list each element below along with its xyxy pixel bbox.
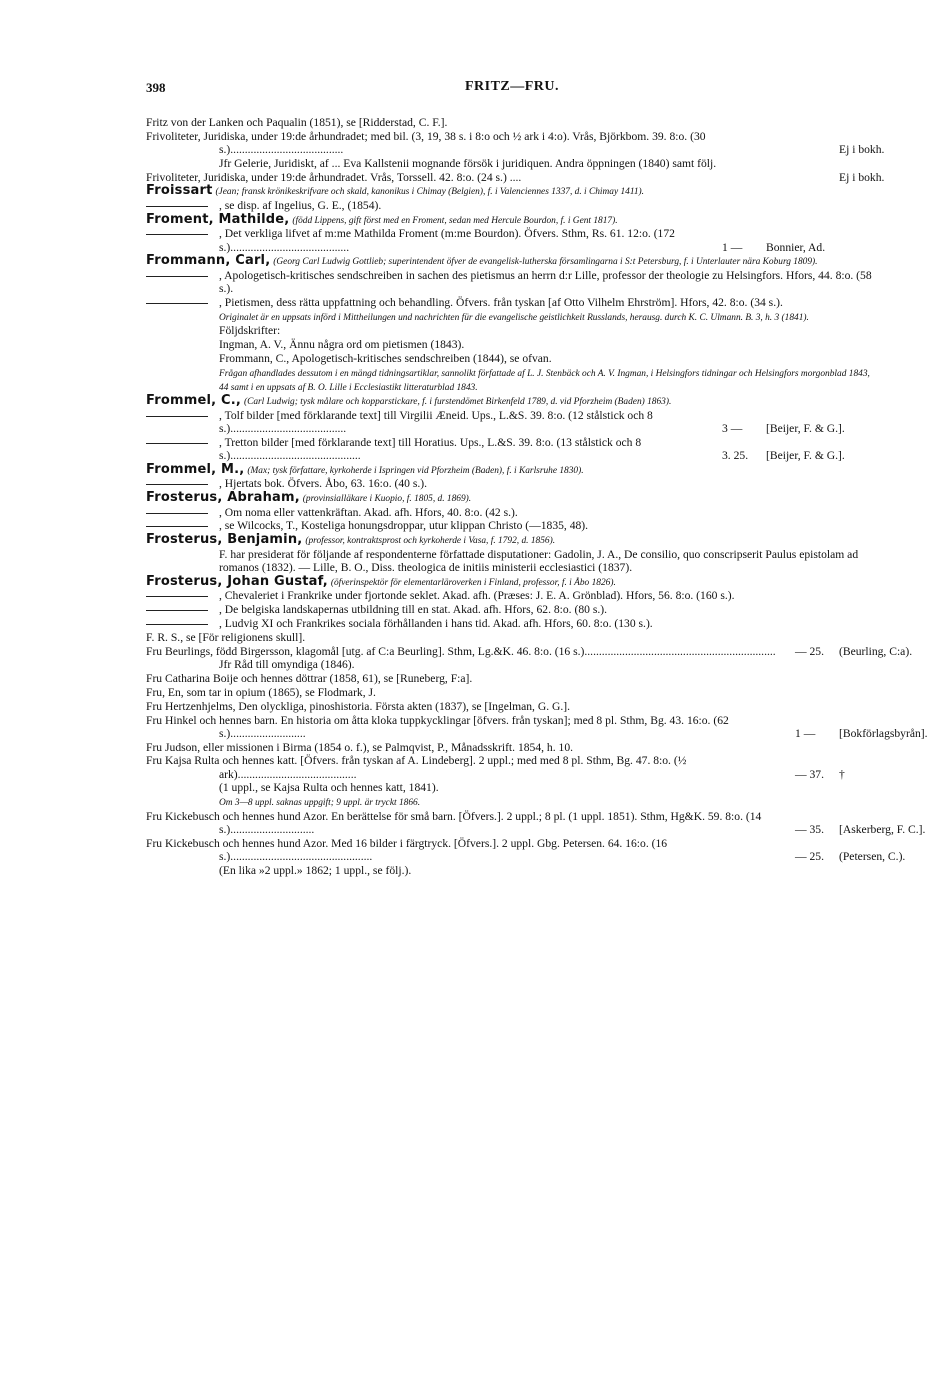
entry-price: 1 — xyxy=(722,240,743,254)
author-bio: (Jean; fransk krönikeskrifvare och skald, kanonikus i Chimay (Belgien), f. i Valenciennes 1337, d. i Chimay 1411). xyxy=(215,187,644,198)
ditto-dash xyxy=(146,526,208,527)
entry-row xyxy=(146,809,926,837)
author-bio: (provinsialläkare i Kuopio, f. 1805, d. 1869). xyxy=(302,494,472,505)
entry-price: — 35. xyxy=(795,823,824,837)
entry-price: — 25. xyxy=(795,850,824,864)
entry-text: Jfr Gelerie, Juridiskt, af ... Eva Kallstenii mognande försök i juridiquen. Andra öppningen (1840) samt följ. xyxy=(219,156,717,170)
entry-note xyxy=(146,338,878,351)
author-heading xyxy=(146,184,878,198)
entry-note xyxy=(146,864,878,877)
entry-seller: [Bokförlagsbyrån]. xyxy=(839,726,928,740)
entry-price: — 37. xyxy=(795,767,824,781)
entry-text: Originalet är en uppsats införd i Mittheilungen und nachrichten für die evangelische geistlichkeit Russlands, herausg. durch K. C. Ulmann. B. 3, h. 3 (1841). xyxy=(219,312,809,323)
entry-text: Fru, En, som tar in opium (1865), se Flodmark, J. xyxy=(146,685,376,699)
author-heading xyxy=(146,213,878,227)
priced-entry xyxy=(146,170,885,184)
entry-text: Fru Beurlings, född Birgersson, klagomål [utg. af C:a Beurling]. Sthm, Lg.&K. 46. 8:o. (16 s.).................................................................. xyxy=(146,644,776,658)
ditto-dash xyxy=(146,624,208,625)
sub-entry xyxy=(146,506,878,519)
entry-seller: [Beijer, F. & G.]. xyxy=(766,421,845,435)
entry-body xyxy=(146,171,791,184)
entry-seller: (Petersen, C.). xyxy=(839,850,906,864)
author-name: Froment, Mathilde, xyxy=(146,211,290,227)
entry-price: 3 — xyxy=(722,421,743,435)
author-heading xyxy=(146,491,878,505)
catalog-entry xyxy=(146,631,878,644)
entry-text: Följdskrifter: xyxy=(219,324,281,338)
author-heading xyxy=(146,533,878,547)
entry-seller: Ej i bokh. xyxy=(839,170,885,184)
sub-entry xyxy=(146,296,878,309)
entry-text: , Apologetisch-kritisches sendschreiben in sachen des pietismus an herrn d:r Lille, professor der theologie zu Helsingfors. Hfors, 44. 8:o. (58 s.). xyxy=(219,268,872,296)
priced-entry xyxy=(146,436,878,463)
entry-text: , Om noma eller vattenkräftan. Akad. afh. Hfors, 40. 8:o. (42 s.). xyxy=(219,505,518,519)
running-head: FRITZ—FRU. xyxy=(464,79,560,94)
author-bio: (Max; tysk författare, kyrkoherde i Ispringen vid Pforzheim (Baden), f. i Karlsruhe 1830). xyxy=(247,465,584,476)
catalog-entry xyxy=(146,741,878,754)
priced-entry xyxy=(146,227,878,254)
entry-text: Jfr Råd till omyndiga (1846). xyxy=(219,658,355,672)
entry-body xyxy=(146,810,791,837)
author-bio: (professor, kontraktsprost och kyrkoherde i Vasa, f. 1792, d. 1856). xyxy=(305,536,556,547)
entry-note xyxy=(146,658,878,671)
entry-text: F. har presiderat för följande af respondenterne författade disputationer: Gadolin, J. A., De consilio, quo conscripserit Paulus epistolam ad romanos (1832). — Lille, B. O., Diss. theologica de initiis ministerii ecclesiastici (1837). xyxy=(219,547,859,575)
catalog-entry xyxy=(146,672,878,685)
author-name: Frosterus, Benjamin, xyxy=(146,532,303,548)
entry-text: Fru Kickebusch och hennes hund Azor. Med 16 bilder i färgtryck. [Öfvers.]. 2 uppl. Gbg. Petersen. 64. 16:o. (16 s.)................................................. xyxy=(146,836,668,864)
entry-note xyxy=(146,781,878,794)
entry-price: 3. 25. xyxy=(722,449,749,463)
entry-row xyxy=(146,170,885,184)
entry-seller: Ej i bokh. xyxy=(839,143,885,157)
ditto-dash xyxy=(146,303,208,304)
priced-entry xyxy=(146,644,913,658)
entry-text: , Hjertats bok. Öfvers. Åbo, 63. 16:o. (40 s.). xyxy=(219,477,428,491)
entry-text: , De belgiska landskapernas utbildning till en stat. Akad. afh. Hfors, 62. 8:o. (80 s.). xyxy=(219,603,607,617)
ditto-dash xyxy=(146,610,208,611)
sub-entry xyxy=(146,269,878,296)
entry-row xyxy=(146,836,906,864)
entry-seller: [Beijer, F. & G.]. xyxy=(766,449,845,463)
entry-text: F. R. S., se [För religionens skull]. xyxy=(146,630,306,644)
ditto-dash xyxy=(146,484,208,485)
entry-text: , Tretton bilder [med förklarande text] till Horatius. Ups., L.&S. 39. 8:o. (13 stålstick och 8 s.)............................................. xyxy=(219,435,642,463)
entry-text: Om 3—8 uppl. saknas uppgift; 9 uppl. är tryckt 1866. xyxy=(219,798,421,809)
ditto-dash xyxy=(146,416,208,417)
entry-row xyxy=(219,409,878,436)
author-heading xyxy=(146,575,878,589)
entry-text: (1 uppl., se Kajsa Rulta och hennes katt, 1841). xyxy=(219,781,439,795)
entry-body xyxy=(146,645,791,658)
author-name: Frommel, M., xyxy=(146,461,245,477)
author-name: Frosterus, Abraham, xyxy=(146,490,300,506)
author-bio: (öfverinspektör för elementarläroverken i Finland, professor, f. i Åbo 1826). xyxy=(330,577,616,588)
catalog-entry xyxy=(146,686,878,699)
priced-entry xyxy=(146,713,928,741)
sub-entry xyxy=(146,603,878,616)
sub-entry xyxy=(146,477,878,490)
entry-text: Fru Kajsa Rulta och hennes katt. [Öfvers. från tyskan af A. Lindeberg]. 2 uppl.; med med 8 pl. Sthm, Bg. 47. 8:o. (½ ark)......................................... xyxy=(146,754,687,781)
entry-price: — 25. xyxy=(795,644,824,658)
author-bio: (född Lippens, gift först med en Froment, sedan med Hercule Bourdon, f. i Gent 1817). xyxy=(292,215,618,226)
entry-seller: [Askerberg, F. C.]. xyxy=(839,823,926,837)
entry-text: Frivoliteter, Juridiska, under 19:de århundradet. Vrås, Torssell. 42. 8:o. (24 s.) .... xyxy=(146,170,522,184)
entry-body xyxy=(146,754,791,781)
entry-note xyxy=(146,324,878,337)
entry-text: Frågan afhandlades dessutom i en mängd tidningsartiklar, sannolikt författade af L. J. Stenbäck och A. V. Ingman, i Helsingfors tidningar och Helsingfors morgonblad 1843, 44 samt i en uppsats af B. O. Lille i Ecclesiastikt litteraturblad 1843. xyxy=(219,368,870,393)
author-name: Frommel, C., xyxy=(146,393,242,409)
ditto-dash xyxy=(146,443,208,444)
sub-entry xyxy=(146,589,878,602)
entry-body xyxy=(146,714,791,741)
priced-entry xyxy=(146,836,906,864)
entry-row xyxy=(219,227,878,254)
priced-entry xyxy=(146,809,926,837)
priced-entry xyxy=(146,754,878,781)
catalog-entry xyxy=(146,700,878,713)
entry-note xyxy=(146,548,878,575)
entry-text: Frommann, C., Apologetisch-kritisches sendschreiben (1844), se ofvan. xyxy=(219,351,552,365)
entry-row xyxy=(219,436,878,463)
author-name: Frosterus, Johan Gustaf, xyxy=(146,573,328,589)
entry-seller: † xyxy=(839,767,845,781)
priced-entry xyxy=(146,409,878,436)
entry-footnote xyxy=(146,310,878,324)
entry-body xyxy=(219,409,718,436)
catalog-entries xyxy=(146,116,928,877)
ditto-dash xyxy=(146,234,208,235)
entry-text: Fritz von der Lanken och Paqualin (1851), se [Ridderstad, C. F.]. xyxy=(146,116,448,129)
entry-text: Fru Hinkel och hennes barn. En historia om åtta kloka tuppkycklingar [öfvers. från tyskan]; med 8 pl. Sthm, Bg. 43. 16:o. (62 s.).......................... xyxy=(146,713,729,740)
entry-text: Fru Kickebusch och hennes hund Azor. En berättelse för små barn. [Öfvers.]. 2 uppl.; 8 pl. (1 uppl. 1851). Sthm, Hg&K. 59. 8:o. (14 s.)............................. xyxy=(146,809,762,837)
ditto-dash xyxy=(146,513,208,514)
entry-row xyxy=(146,754,878,781)
entry-text: (En lika »2 uppl.» 1862; 1 uppl., se följ.). xyxy=(219,863,412,877)
ditto-dash xyxy=(146,206,208,207)
entry-body xyxy=(146,837,791,864)
author-heading xyxy=(146,463,878,477)
sub-entry xyxy=(146,199,878,212)
entry-row xyxy=(146,129,885,157)
entry-text: , Ludvig XI och Frankrikes sociala förhållanden i hans tid. Akad. afh. Hfors, 60. 8:o. (130 s.). xyxy=(219,616,653,630)
author-bio: (Georg Carl Ludwig Gottlieb; superintendent öfver de evangelisk-lutherska församlingarna i S:t Petersburg, f. i Unterlauter nära Koburg 1809). xyxy=(273,257,818,268)
entry-price: 1 — xyxy=(795,726,816,740)
entry-note xyxy=(146,352,878,365)
sub-entry xyxy=(146,617,878,630)
entry-text: , se Wilcocks, T., Kosteliga honungsdroppar, utur klippan Christo (—1835, 48). xyxy=(219,519,589,533)
entry-text: , Chevaleriet i Frankrike under fjortonde seklet. Akad. afh. (Præses: J. E. A. Grönblad). Hfors, 56. 8:o. (160 s.). xyxy=(219,589,735,603)
ditto-dash xyxy=(146,596,208,597)
entry-row xyxy=(146,644,913,658)
entry-text: Fru Catharina Boije och hennes döttrar (1858, 61), se [Runeberg, F:a]. xyxy=(146,672,473,686)
page-header xyxy=(146,80,878,100)
entry-text: Ingman, A. V., Ännu några ord om pietismen (1843). xyxy=(219,338,465,352)
entry-body xyxy=(146,130,791,157)
entry-text: , Pietismen, dess rätta uppfattning och behandling. Öfvers. från tyskan [af Otto Vilhelm Ehrström]. Hfors, 42. 8:o. (34 s.). xyxy=(219,295,783,309)
entry-body xyxy=(219,227,718,254)
entry-text: , Tolf bilder [med förklarande text] till Virgilii Æneid. Ups., L.&S. 39. 8:o. (12 stålstick och 8 s.)........................................ xyxy=(219,408,653,435)
entry-text: Frivoliteter, Juridiska, under 19:de århundradet; med bil. (3, 19, 38 s. i 8:o och ½ ark i 4:o). Vrås, Björkbom. 39. 8:o. (30 s.)....................................... xyxy=(146,129,706,157)
entry-text: Fru Hertzenhjelms, Den olyckliga, pinoshistoria. Första akten (1837), se [Ingelman, G. G.]. xyxy=(146,699,571,713)
entry-text: , se disp. af Ingelius, G. E., (1854). xyxy=(219,198,382,212)
entry-note xyxy=(146,157,878,170)
ditto-dash xyxy=(146,276,208,277)
entry-footnote xyxy=(146,366,878,394)
entry-seller: Bonnier, Ad. xyxy=(766,240,826,254)
catalog-entry xyxy=(146,116,878,129)
page-number: 398 xyxy=(146,80,166,95)
entry-text: Fru Judson, eller missionen i Birma (1854 o. f.), se Palmqvist, P., Månadsskrift. 1854, h. 10. xyxy=(146,740,574,754)
author-heading xyxy=(146,254,878,268)
entry-row xyxy=(146,713,928,741)
entry-seller: (Beurling, C:a). xyxy=(839,644,913,658)
priced-entry xyxy=(146,129,885,157)
author-heading xyxy=(146,394,878,408)
author-name: Froissart xyxy=(146,183,213,199)
sub-entry xyxy=(146,519,878,532)
entry-footnote xyxy=(146,795,878,809)
author-name: Frommann, Carl, xyxy=(146,253,271,269)
entry-text: , Det verkliga lifvet af m:me Mathilda Froment (m:me Bourdon). Öfvers. Sthm, Rs. 61. 12:o. (172 s.)......................................... xyxy=(219,227,675,254)
entry-body xyxy=(219,436,718,463)
author-bio: (Carl Ludwig; tysk målare och kopparstickare, f. i furstendömet Birkenfeld 1789, d. vid Pforzheim (Baden) 1863). xyxy=(243,397,672,408)
